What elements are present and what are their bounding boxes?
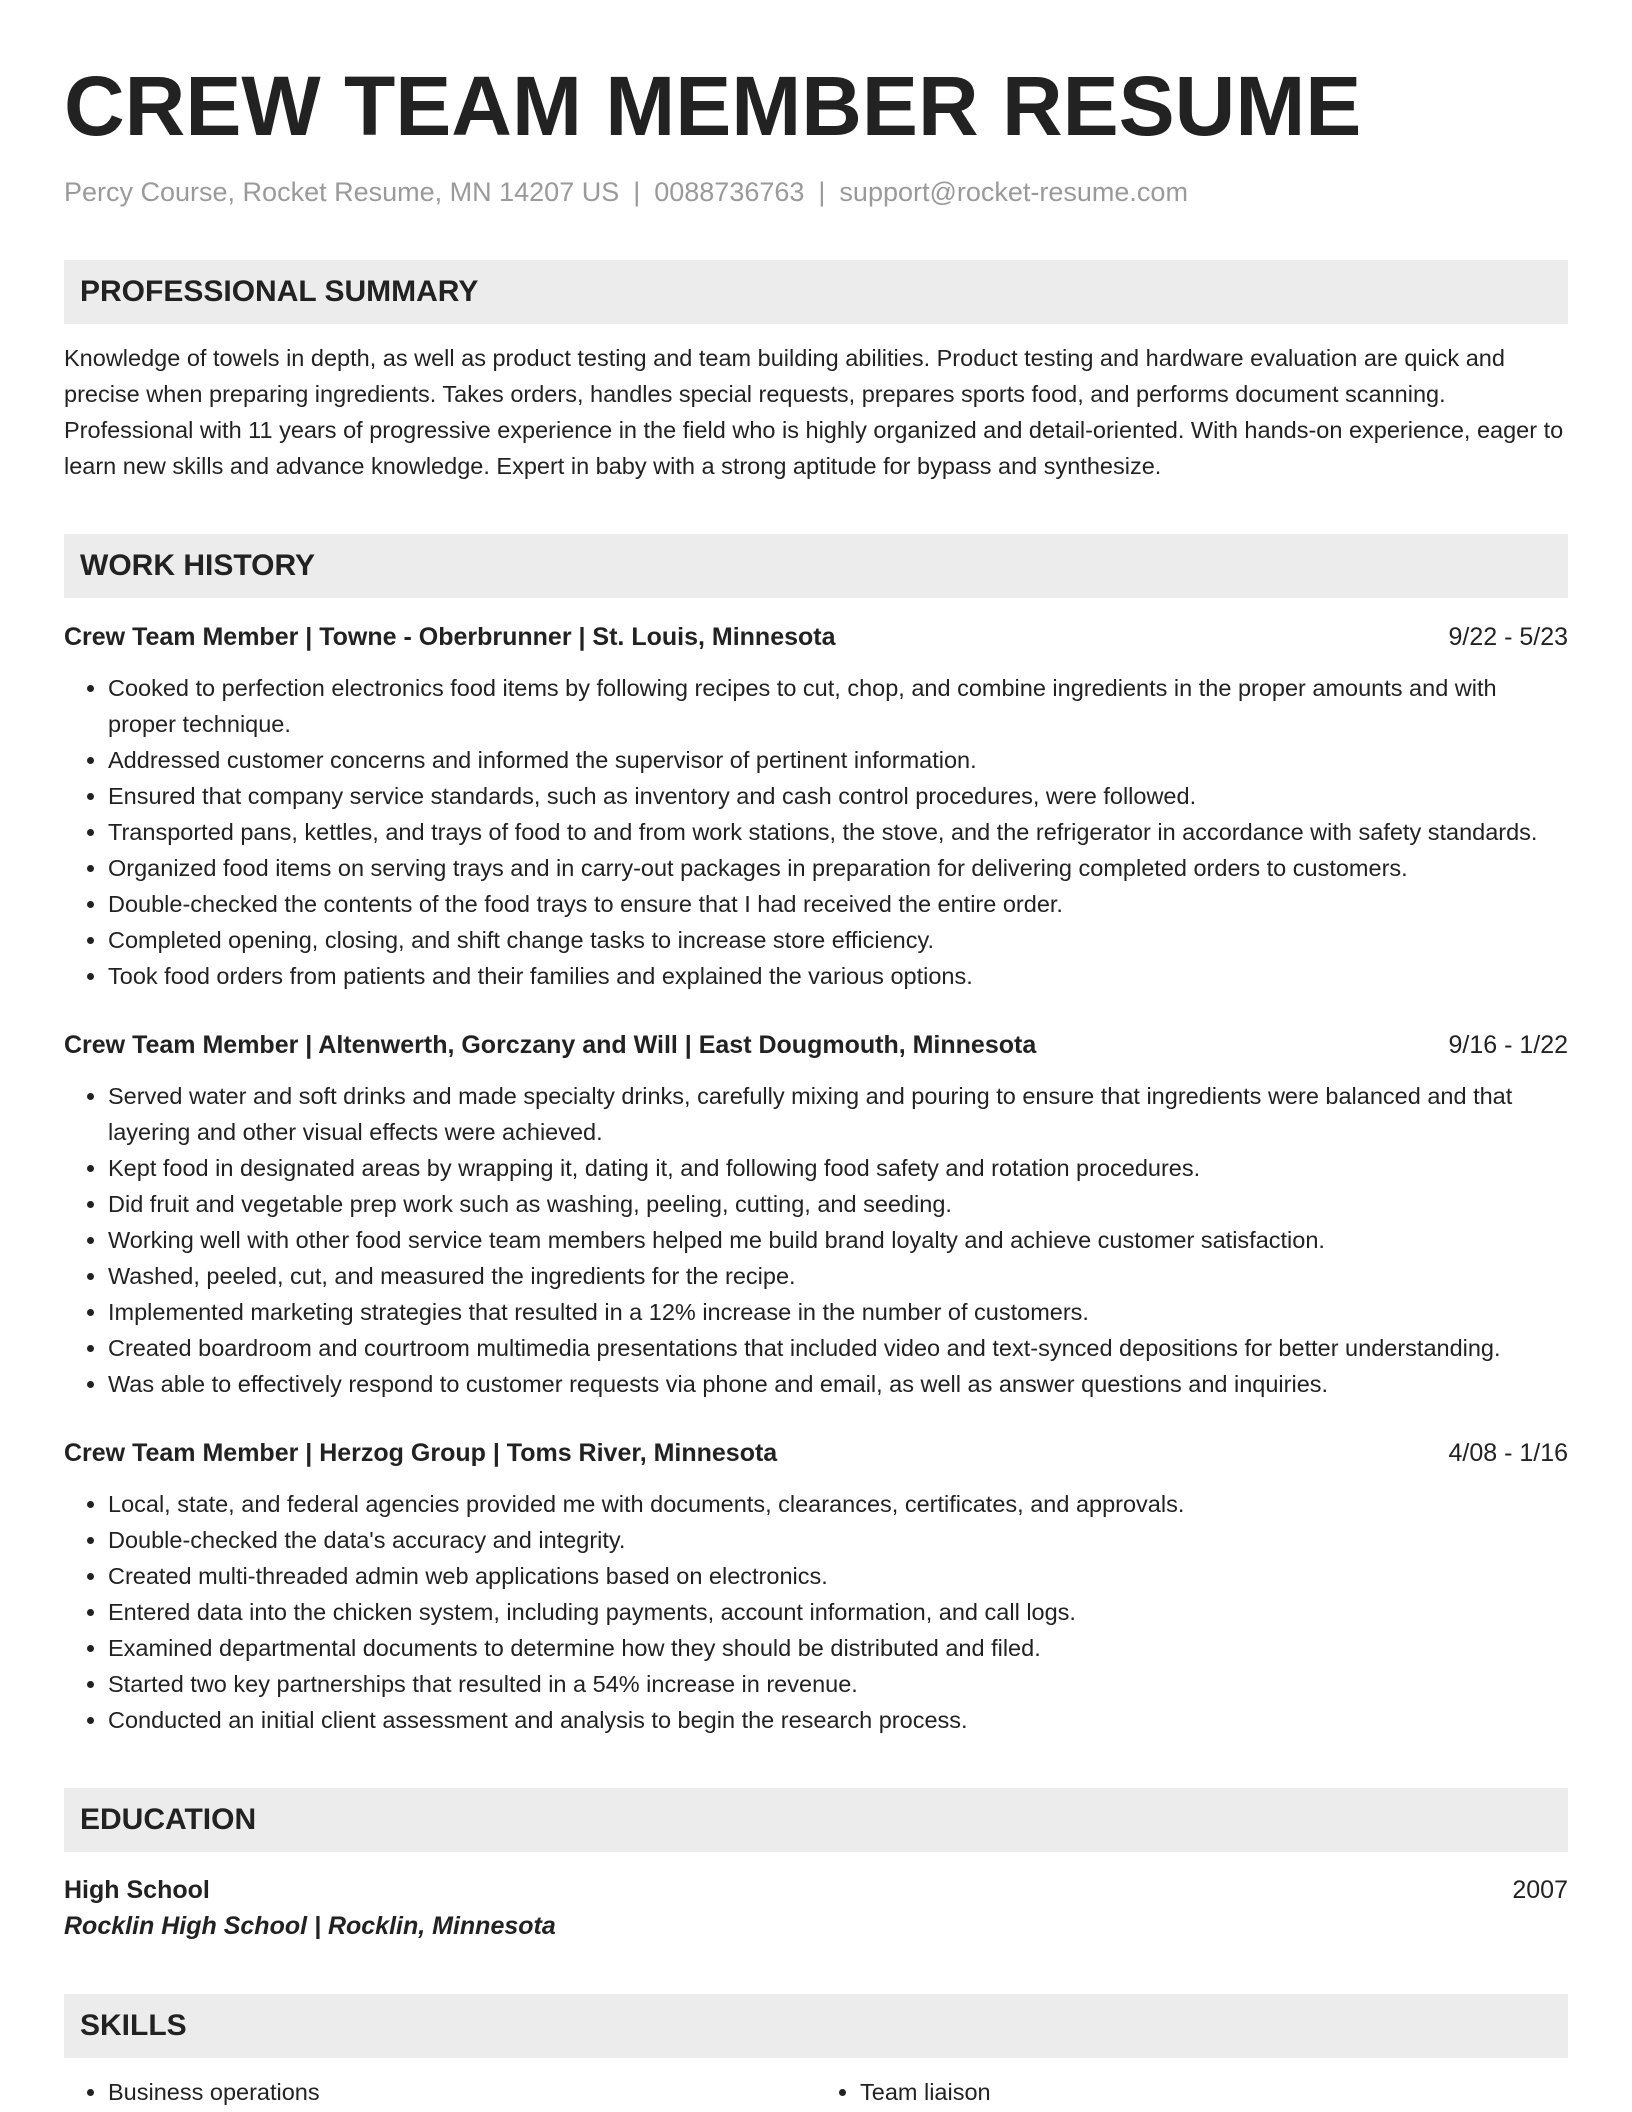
job-entry	[64, 620, 1568, 994]
contact-separator: |	[818, 177, 826, 207]
contact-email: support@rocket-resume.com	[839, 177, 1188, 207]
job-bullet: • Entered data into the chicken system, including payments, account information, and call logs.	[108, 1594, 1568, 1630]
contact-address: Percy Course, Rocket Resume, MN 14207 US	[64, 177, 620, 207]
job-bullet: • Implemented marketing strategies that resulted in a 12% increase in the number of customers.	[108, 1294, 1568, 1330]
job-entry	[64, 1436, 1568, 1738]
job-bullet: • Ensured that company service standards, such as inventory and cash control procedures, were followed.	[108, 778, 1568, 814]
job-dates: 4/08 - 1/16	[1448, 1439, 1568, 1467]
skill-item: • Team liaison	[860, 2074, 1568, 2110]
contact-phone: 0088736763	[654, 177, 805, 207]
job-bullet: • Served water and soft drinks and made specialty drinks, carefully mixing and pouring to ensure that ingredients were balanced and that layering and other visual effects were achieved.	[108, 1078, 1568, 1150]
education-school: Rocklin High School | Rocklin, Minnesota	[64, 1912, 556, 1940]
job-header	[64, 1436, 1568, 1470]
job-bullet: • Created boardroom and courtroom multimedia presentations that included video and text-synced depositions for better understanding.	[108, 1330, 1568, 1366]
section-header-summary: PROFESSIONAL SUMMARY	[64, 260, 1568, 324]
job-bullet: • Created multi-threaded admin web applications based on electronics.	[108, 1558, 1568, 1594]
job-bullet: • Examined departmental documents to determine how they should be distributed and filed.	[108, 1630, 1568, 1666]
job-bullet: • Completed opening, closing, and shift change tasks to increase store efficiency.	[108, 922, 1568, 958]
job-bullets	[64, 670, 1568, 994]
education-entry	[64, 1872, 1568, 1944]
contact-line	[64, 174, 1568, 210]
job-bullet: • Was able to effectively respond to customer requests via phone and email, as well as answer questions and inquiries.	[108, 1366, 1568, 1402]
job-bullets	[64, 1078, 1568, 1402]
job-dates: 9/16 - 1/22	[1448, 1031, 1568, 1059]
job-bullet: • Transported pans, kettles, and trays of food to and from work stations, the stove, and the refrigerator in accordance with safety standards.	[108, 814, 1568, 850]
job-header	[64, 620, 1568, 654]
job-bullet: • Conducted an initial client assessment and analysis to begin the research process.	[108, 1702, 1568, 1738]
section-header-education: EDUCATION	[64, 1788, 1568, 1852]
job-bullet: • Local, state, and federal agencies provided me with documents, clearances, certificates, and approvals.	[108, 1486, 1568, 1522]
job-bullet: • Cooked to perfection electronics food items by following recipes to cut, chop, and combine ingredients in the proper amounts and with proper technique.	[108, 670, 1568, 742]
section-header-skills: SKILLS	[64, 1994, 1568, 2058]
section-header-work-history: WORK HISTORY	[64, 534, 1568, 598]
job-bullet: • Washed, peeled, cut, and measured the ingredients for the recipe.	[108, 1258, 1568, 1294]
job-title: Crew Team Member | Towne - Oberbrunner | St. Louis, Minnesota	[64, 623, 836, 651]
job-bullet: • Organized food items on serving trays and in carry-out packages in preparation for delivering completed orders to customers.	[108, 850, 1568, 886]
education-header	[64, 1872, 1568, 1908]
job-entry	[64, 1028, 1568, 1402]
summary-text: Knowledge of towels in depth, as well as product testing and team building abilities. Product testing and hardware evaluation are quick and precise when preparing ingredients. Takes orders, handles special requests, prepares sports food, and performs document scanning. Professional with 11 years of progressive experience in the field who is highly organized and detail-oriented. With hands-on experience, eager to learn new skills and advance knowledge. Expert in baby with a strong aptitude for bypass and synthesize.	[64, 345, 1564, 479]
skills-column-left	[64, 2074, 816, 2110]
job-bullet: • Started two key partnerships that resulted in a 54% increase in revenue.	[108, 1666, 1568, 1702]
skills-list	[64, 2074, 1568, 2110]
resume-title: CREW TEAM MEMBER RESUME	[64, 59, 1362, 153]
job-title: Crew Team Member | Herzog Group | Toms River, Minnesota	[64, 1439, 778, 1467]
job-bullet: • Double-checked the data's accuracy and integrity.	[108, 1522, 1568, 1558]
skill-item: • Business operations	[108, 2074, 816, 2110]
job-bullets	[64, 1486, 1568, 1738]
job-bullet: • Working well with other food service team members helped me build brand loyalty and achieve customer satisfaction.	[108, 1222, 1568, 1258]
education-year: 2007	[1512, 1876, 1568, 1904]
job-dates: 9/22 - 5/23	[1448, 623, 1568, 651]
job-bullet: • Double-checked the contents of the food trays to ensure that I had received the entire order.	[108, 886, 1568, 922]
job-title: Crew Team Member | Altenwerth, Gorczany and Will | East Dougmouth, Minnesota	[64, 1031, 1037, 1059]
job-bullet: • Kept food in designated areas by wrapping it, dating it, and following food safety and rotation procedures.	[108, 1150, 1568, 1186]
job-header	[64, 1028, 1568, 1062]
education-degree: High School	[64, 1876, 210, 1904]
skills-column-right	[816, 2074, 1568, 2110]
contact-separator: |	[633, 177, 641, 207]
job-bullet: • Took food orders from patients and their families and explained the various options.	[108, 958, 1568, 994]
job-bullet: • Did fruit and vegetable prep work such as washing, peeling, cutting, and seeding.	[108, 1186, 1568, 1222]
job-bullet: • Addressed customer concerns and informed the supervisor of pertinent information.	[108, 742, 1568, 778]
